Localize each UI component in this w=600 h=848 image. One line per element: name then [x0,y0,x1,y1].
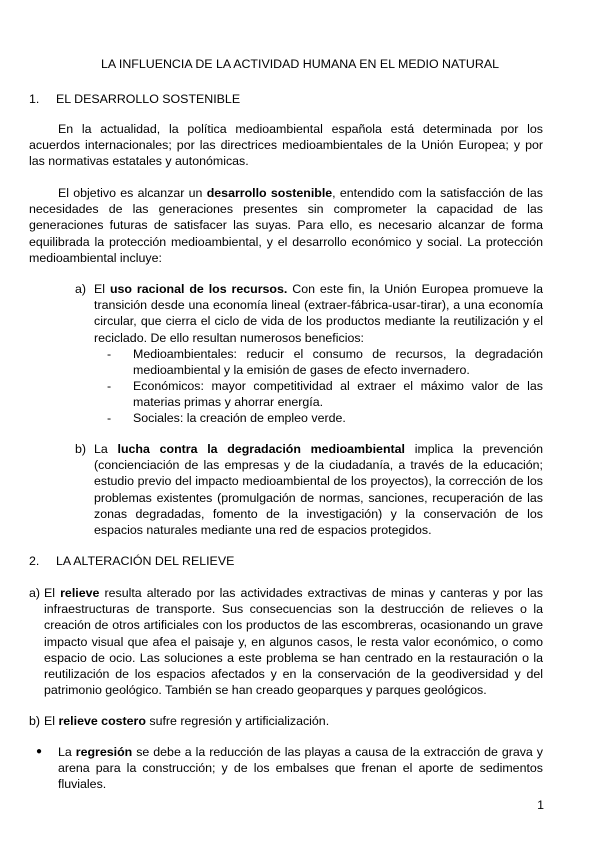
section-2-heading: LA ALTERACIÓN DEL RELIEVE [56,554,235,568]
dash-marker: - [107,411,112,425]
term-relieve: relieve [60,586,100,600]
term-desarrollo-sostenible: desarrollo sostenible [206,186,333,200]
benefit-item: - Económicos: mayor competitividad al extraer el máximo valor de las materias primas y ahorrar energía. [107,379,543,410]
list-marker-a: a) [75,282,87,296]
section-1-heading: EL DESARROLLO SOSTENIBLE [56,92,241,106]
list-item-a-text: El uso racional de los recursos. Con este fin, la Unión Europea promueve la transición desde una economía lineal (extraer-fábrica-usar-tirar), a una economía circular, que cierra el ciclo de vida de los productos mediante la reutilización y el reciclado. De ello resultan numerosos beneficios: [94,282,544,345]
bullet-marker: ● [36,746,43,757]
section-2-number: 2. [29,554,40,568]
section-1-paragraph-1: En la actualidad, la política medioambiental española está determinada por los acuerdos internacionales; por las directrices medioambientales de la Unión Europea; y por las normativas estatales y autonómicas. [29,122,543,169]
list-item-b-text: La lucha contra la degradación medioambiental implica la prevención (concienciación de las empresas y de la ciudadanía, a través de la educación; estudio previo del impacto medioambiental de los proyectos), la corrección de los problemas existentes (promulgación de normas, sanciones, recuperación de las zonas degradadas, fomento de la investigación) y la conservación de los espacios naturales mediante una red de espacios protegidos. [94,442,543,538]
section-1-paragraph-2: El objetivo es alcanzar un desarrollo sostenible, entendido com la satisfacción de las necesidades de las generaciones presentes sin comprometer la capacidad de las generaciones futuras de satisfacer las suyas. Para ello, es necesario alcanzar de forma equilibrada la protección medioambiental, y el desarrollo económico y social. La protección medioambiental incluye: [29,186,543,265]
term-regresion: regresión [75,745,133,759]
bullet-item-regresion: ● La regresión se debe a la reducción de las playas a causa de la extracción de grava y arena para la construcción; y de los embalses que frenan el aporte de sedimentos fluviales. [36,745,543,792]
dash-marker: - [107,379,112,393]
term-uso-racional: uso racional de los recursos. [109,282,288,296]
section-2-item-b-text: El relieve costero sufre regresión y artificialización. [44,714,330,728]
page-title: LA INFLUENCIA DE LA ACTIVIDAD HUMANA EN EL MEDIO NATURAL [101,57,499,71]
section-1-number: 1. [29,92,40,106]
dash-marker: - [107,347,112,361]
page-number: 1 [537,798,544,812]
benefit-item: - Sociales: la creación de empleo verde. [107,411,346,425]
section-2-item-a-text: El relieve resulta alterado por las actividades extractivas de minas y canteras y por las infraestructuras de transporte. Sus consecuencias son la destrucción de relieves o la creación de otros artificiales con los productos de las escombreras, ocasionando un grave impacto visual que afea el paisaje y, en algunos casos, le resta valor económico, o como espacio de ocio. Las soluciones a este problema se han centrado en la restauración o la reutilización de los espacios afectados y en la conservación de la geodiversidad y del patrimonio geológico. También se han creado geoparques y parques geológicos. [44,586,543,698]
list-marker-b: b) [75,442,87,456]
section-2-marker-b: b) [29,714,41,728]
term-relieve-costero: relieve costero [58,714,146,728]
section-2-marker-a: a) [29,586,41,600]
benefit-item: - Medioambientales: reducir el consumo de recursos, la degradación medioambiental y la emisión de gases de efecto invernadero. [107,347,543,378]
term-lucha-degradacion: lucha contra la degradación medioambiental [117,442,405,456]
